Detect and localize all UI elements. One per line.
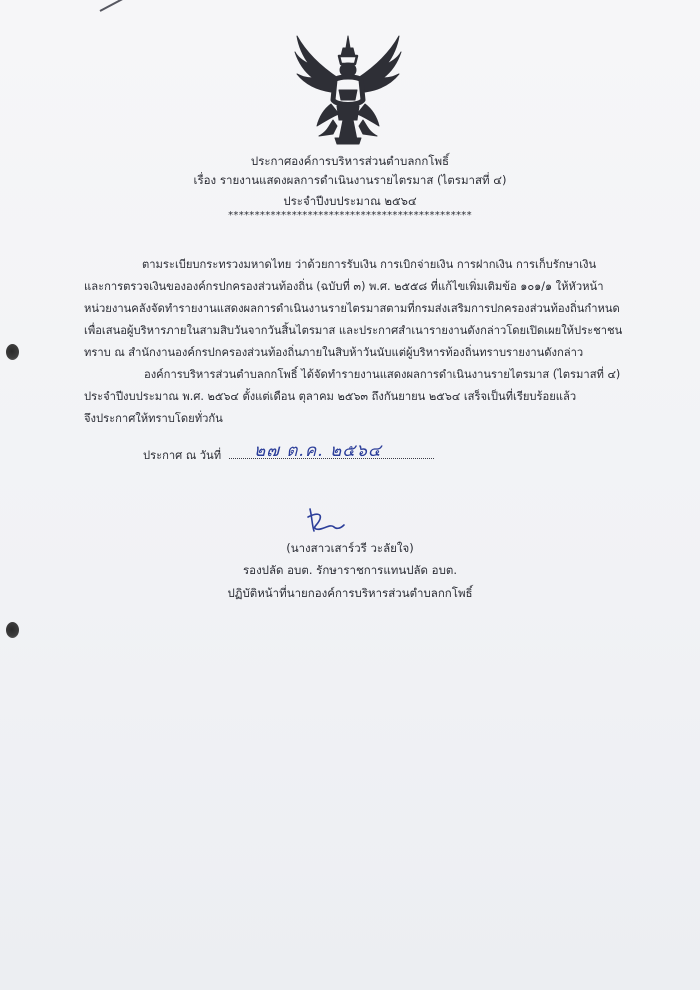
separator-line: ********************************************** (228, 210, 472, 221)
body-line: ทราบ ณ สำนักงานองค์กรปกครองส่วนท้องถิ่นภายในสิบห้าวันนับแต่ผู้บริหารท้องถิ่นทราบรายงานดังกล่าว (84, 346, 584, 359)
punch-hole-bottom (6, 622, 19, 638)
handwritten-date: ๒๗ ต.ค. ๒๕๖๔ (254, 441, 382, 461)
body-line: จึงประกาศให้ทราบโดยทั่วกัน (84, 412, 223, 425)
garuda-emblem-icon (293, 34, 403, 146)
announce-date-label: ประกาศ ณ วันที่ (143, 449, 222, 462)
body-line: หน่วยงานคลังจัดทำรายงานแสดงผลการดำเนินงานรายไตรมาสตามที่กรมส่งเสริมการปกครองส่วนท้องถิ่นกำหนด (84, 302, 620, 315)
body-line: ตามระเบียบกระทรวงมหาดไทย ว่าด้วยการรับเงิน การเบิกจ่ายเงิน การฝากเงิน การเก็บรักษาเงิน (142, 258, 597, 271)
announcement-title: ประกาศองค์การบริหารส่วนตำบลกกโพธิ์ (250, 154, 450, 168)
announcement-subject: เรื่อง รายงานแสดงผลการดำเนินงานรายไตรมาส (ไตรมาสที่ ๔) (193, 173, 507, 187)
signatory-position: รองปลัด อบต. รักษาราชการแทนปลัด อบต. (242, 563, 458, 577)
body-line: และการตรวจเงินขององค์กรปกครองส่วนท้องถิ่น (ฉบับที่ ๓) พ.ศ. ๒๕๕๘ ที่แก้ไขเพิ่มเติมข้อ ๑๐๑/๑ ให้หัวหน้า (84, 280, 604, 293)
pen-mark (100, 0, 136, 12)
body-line: องค์การบริหารส่วนตำบลกกโพธิ์ ได้จัดทำรายงานแสดงผลการดำเนินงานรายไตรมาส (ไตรมาสที่ ๔) (144, 368, 621, 381)
punch-hole-top (6, 344, 19, 360)
body-line: ประจำปีงบประมาณ พ.ศ. ๒๕๖๔ ตั้งแต่เดือน ตุลาคม ๒๕๖๓ ถึงกันยายน ๒๕๖๔ เสร็จเป็นที่เรียบร้อยแล้ว (84, 390, 577, 403)
fiscal-year-line: ประจำปีงบประมาณ ๒๕๖๔ (283, 194, 417, 208)
signatory-name: (นางสาวเสาร์วรี วะลัยใจ) (286, 541, 414, 555)
body-line: เพื่อเสนอผู้บริหารภายในสามสิบวันจากวันสิ้นไตรมาส และประกาศสำเนารายงานดังกล่าวโดยเปิดเผยให้ประชาชน (84, 324, 623, 337)
signature-mark (300, 505, 350, 535)
signatory-acting-role: ปฏิบัติหน้าที่นายกองค์การบริหารส่วนตำบลกกโพธิ์ (227, 586, 473, 600)
